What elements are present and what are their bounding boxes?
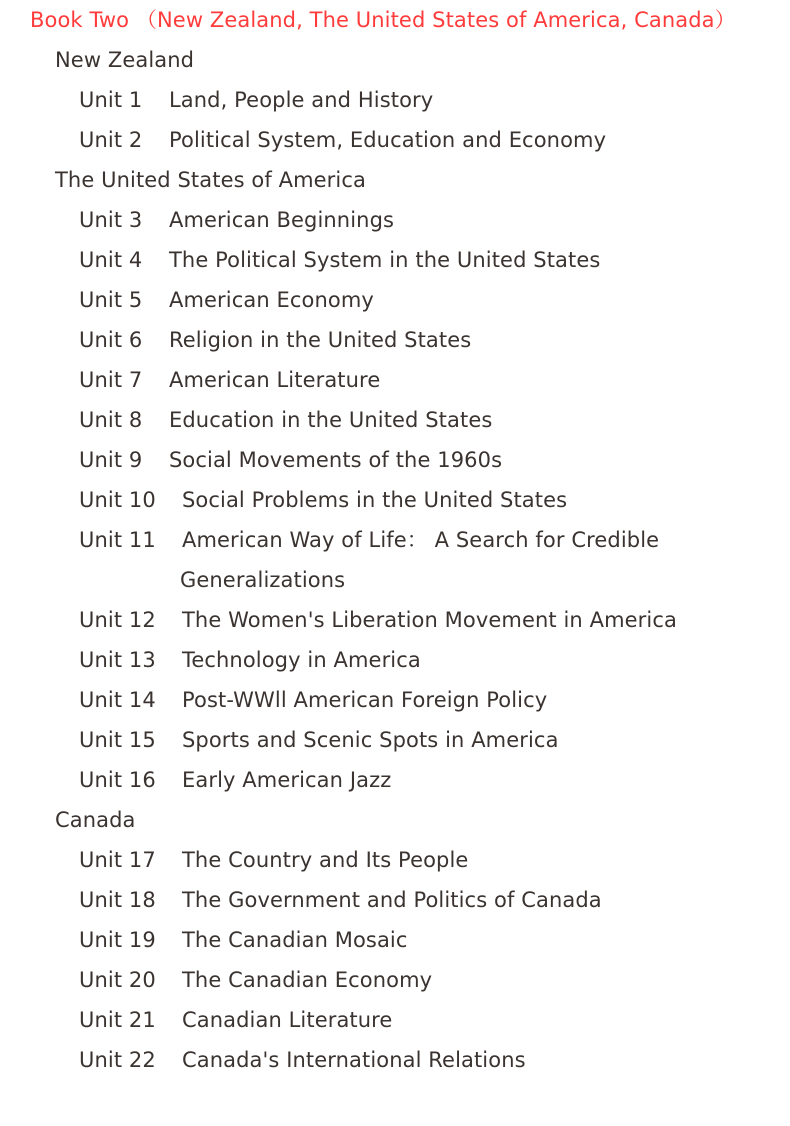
unit-entry xyxy=(0,80,790,120)
unit-number: Unit 22 xyxy=(79,1048,156,1072)
unit-entry xyxy=(0,440,790,480)
unit-entry xyxy=(0,680,790,720)
unit-title: Sports and Scenic Spots in America xyxy=(182,728,559,752)
section-heading-new-zealand: New Zealand xyxy=(55,48,195,72)
unit-number: Unit 15 xyxy=(79,728,156,752)
unit-entry xyxy=(0,920,790,960)
unit-number: Unit 19 xyxy=(79,928,156,952)
unit-title: American Beginnings xyxy=(169,208,395,232)
unit-title: Post-WWll American Foreign Policy xyxy=(182,688,548,712)
unit-number: Unit 13 xyxy=(79,648,156,672)
book-title: Book Two （New Zealand, The United States of America, Canada） xyxy=(30,8,736,32)
unit-title: Social Problems in the United States xyxy=(182,488,568,512)
unit-entry xyxy=(0,1040,790,1080)
unit-title: American Way of Life： A Search for Credible xyxy=(182,528,660,552)
unit-entry xyxy=(0,480,790,520)
unit-number: Unit 16 xyxy=(79,768,156,792)
unit-entry xyxy=(0,880,790,920)
unit-entry xyxy=(0,960,790,1000)
unit-title: The Canadian Mosaic xyxy=(182,928,408,952)
unit-entry xyxy=(0,600,790,640)
unit-entry xyxy=(0,240,790,280)
unit-title: Canada's International Relations xyxy=(182,1048,526,1072)
unit-title: Canadian Literature xyxy=(182,1008,393,1032)
unit-title: Social Movements of the 1960s xyxy=(169,448,503,472)
unit-entry xyxy=(0,280,790,320)
unit-number: Unit 9 xyxy=(79,448,143,472)
unit-number: Unit 4 xyxy=(79,248,143,272)
unit-title: The Country and Its People xyxy=(182,848,469,872)
unit-number: Unit 14 xyxy=(79,688,156,712)
unit-title: The Women's Liberation Movement in America xyxy=(182,608,677,632)
unit-title: The Canadian Economy xyxy=(182,968,433,992)
unit-entry xyxy=(0,320,790,360)
unit-number: Unit 11 xyxy=(79,528,156,552)
unit-title: Land, People and History xyxy=(169,88,434,112)
unit-entry xyxy=(0,520,790,560)
unit-entry xyxy=(0,840,790,880)
unit-number: Unit 5 xyxy=(79,288,143,312)
unit-title: The Government and Politics of Canada xyxy=(182,888,602,912)
unit-number: Unit 18 xyxy=(79,888,156,912)
unit-number: Unit 20 xyxy=(79,968,156,992)
unit-number: Unit 3 xyxy=(79,208,143,232)
unit-title: The Political System in the United States xyxy=(169,248,601,272)
unit-entry xyxy=(0,360,790,400)
unit-number: Unit 1 xyxy=(79,88,143,112)
unit-number: Unit 21 xyxy=(79,1008,156,1032)
unit-number: Unit 8 xyxy=(79,408,143,432)
unit-title: American Economy xyxy=(169,288,374,312)
unit-number: Unit 17 xyxy=(79,848,156,872)
unit-entry xyxy=(0,120,790,160)
section-heading-usa: The United States of America xyxy=(55,168,366,192)
unit-number: Unit 6 xyxy=(79,328,143,352)
section-heading-canada: Canada xyxy=(55,808,136,832)
unit-title: Early American Jazz xyxy=(182,768,392,792)
unit-title: Political System, Education and Economy xyxy=(169,128,607,152)
unit-entry xyxy=(0,640,790,680)
unit-number: Unit 12 xyxy=(79,608,156,632)
unit-number: Unit 2 xyxy=(79,128,143,152)
unit-title: American Literature xyxy=(169,368,381,392)
unit-number: Unit 7 xyxy=(79,368,143,392)
unit-title: Education in the United States xyxy=(169,408,493,432)
unit-entry xyxy=(0,720,790,760)
unit-entry xyxy=(0,760,790,800)
unit-title-continuation: Generalizations xyxy=(180,568,346,592)
unit-entry xyxy=(0,200,790,240)
unit-number: Unit 10 xyxy=(79,488,156,512)
unit-title: Religion in the United States xyxy=(169,328,472,352)
unit-title: Technology in America xyxy=(182,648,421,672)
unit-entry xyxy=(0,1000,790,1040)
unit-entry-continuation xyxy=(0,560,790,600)
unit-entry xyxy=(0,400,790,440)
